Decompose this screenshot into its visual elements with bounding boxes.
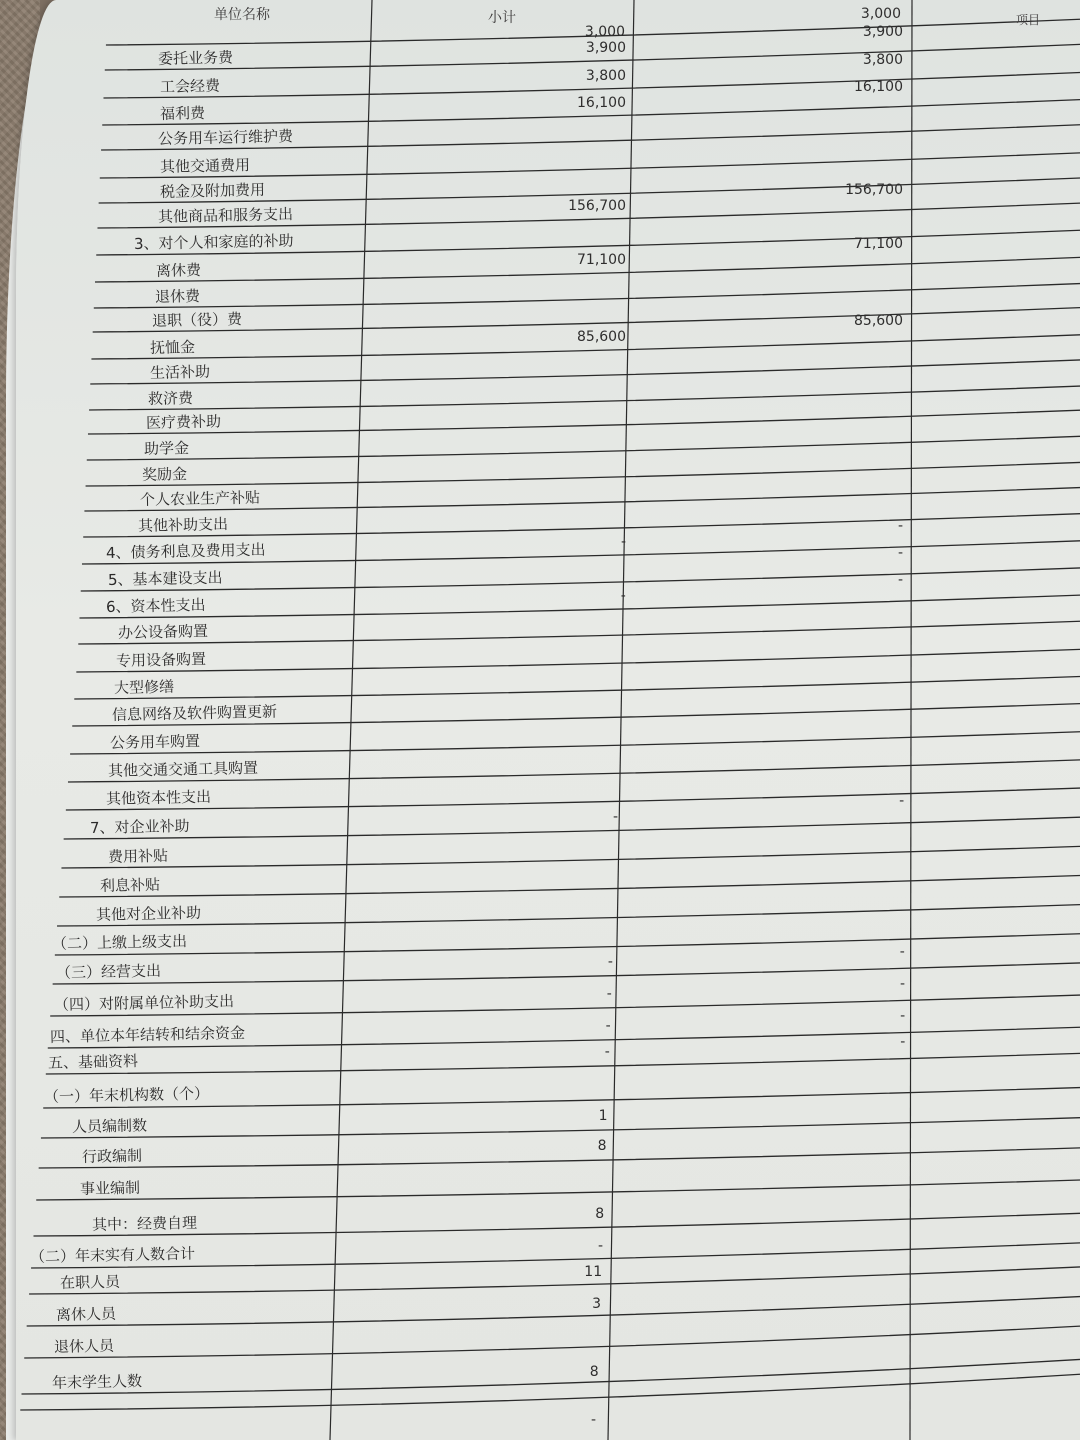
row-rule-line xyxy=(29,1267,1080,1294)
row-label: 其他交通费用 xyxy=(159,156,251,176)
table-row xyxy=(60,1264,602,1292)
row-label: 3、对个人和家庭的补助 xyxy=(133,231,294,253)
table-row xyxy=(114,678,174,697)
table-row xyxy=(155,287,201,306)
row-rule-line xyxy=(79,595,1080,618)
row-rule-line xyxy=(46,1053,1080,1074)
header-unit-name: 单位名称 xyxy=(214,7,270,23)
row-col2-value: - xyxy=(897,572,904,588)
row-rule-line xyxy=(21,1359,1080,1394)
row-label: （四）对附属单位补助支出 xyxy=(53,992,235,1014)
row-label: 抚恤金 xyxy=(149,338,196,357)
table-row xyxy=(118,622,208,642)
table-row xyxy=(52,1364,599,1392)
row-label: 退休费 xyxy=(154,287,201,306)
row-label: 个人农业生产补贴 xyxy=(139,488,261,509)
row-label: 退休人员 xyxy=(53,1336,115,1356)
row-label: 行政编制 xyxy=(81,1146,143,1166)
table-row xyxy=(150,363,210,382)
row-subtotal-value: 16,100 xyxy=(577,95,626,111)
table-row xyxy=(112,703,277,724)
table-row xyxy=(108,759,258,780)
row-rule-line xyxy=(59,875,1080,897)
row-subtotal-value: 1 xyxy=(598,1108,608,1124)
row-rule-line xyxy=(88,410,1080,434)
row-subtotal-value: - xyxy=(606,986,612,1002)
row-col2-value: 156,700 xyxy=(845,182,903,198)
table-row xyxy=(56,1296,601,1324)
table-row xyxy=(106,788,211,808)
row-rule-line xyxy=(76,649,1080,672)
row-label: （三）经营支出 xyxy=(55,961,162,982)
row-rule-line xyxy=(53,963,1080,984)
row-subtotal-value: - xyxy=(604,1044,610,1060)
table-row xyxy=(90,793,904,837)
row-label: 费用补贴 xyxy=(107,846,169,866)
table-row xyxy=(148,389,194,408)
row-col2-value: 85,600 xyxy=(854,313,903,329)
column-lines xyxy=(330,0,912,1440)
row-col2-value: 3,800 xyxy=(862,52,903,68)
row-rule-line xyxy=(41,1118,1080,1138)
top-subtotal-value: 3,000 xyxy=(584,24,625,40)
row-col2-value: 16,100 xyxy=(854,79,903,95)
row-label: 其他对企业补助 xyxy=(95,903,202,924)
row-label: 年末学生人数 xyxy=(51,1372,143,1392)
table-row xyxy=(92,1206,604,1234)
table-row xyxy=(44,1085,209,1106)
row-subtotal-value: - xyxy=(607,954,613,970)
row-subtotal-value: 8 xyxy=(597,1138,607,1154)
row-label: 救济费 xyxy=(147,389,194,408)
row-subtotal-value: - xyxy=(620,534,626,550)
row-label: 在职人员 xyxy=(59,1272,121,1292)
row-rule-line xyxy=(87,436,1080,460)
row-label: 信息网络及软件购置更新 xyxy=(111,702,278,724)
row-label: 工会经费 xyxy=(159,76,221,96)
table-row xyxy=(108,847,168,866)
row-label: 离休费 xyxy=(155,261,202,280)
row-label: 奖励金 xyxy=(141,465,188,484)
row-label: 生活补助 xyxy=(149,362,211,382)
column-divider xyxy=(910,0,912,1440)
row-rule-line xyxy=(83,514,1080,537)
row-subtotal-value: 8 xyxy=(589,1364,599,1380)
bottom-subtotal-value: - xyxy=(590,1412,596,1428)
table-row xyxy=(80,1179,140,1198)
row-rule-line xyxy=(89,386,1080,410)
row-rule-line xyxy=(36,1180,1080,1200)
table-row xyxy=(134,232,294,253)
row-label: 福利费 xyxy=(159,104,206,123)
table-row xyxy=(54,1337,115,1356)
row-label: 公务用车购置 xyxy=(109,732,201,752)
table-row xyxy=(150,313,903,357)
table-row xyxy=(142,465,187,484)
table-row xyxy=(158,127,294,148)
row-rule-line xyxy=(66,788,1080,810)
row-label: 5、基本建设支出 xyxy=(107,568,223,589)
row-label: 事业编制 xyxy=(79,1178,141,1198)
row-label: 退职（役）费 xyxy=(151,310,243,330)
table-row xyxy=(140,488,260,509)
table-row xyxy=(52,932,187,953)
row-subtotal-value: 3,800 xyxy=(585,68,626,84)
table-row xyxy=(146,412,221,432)
row-label: 四、单位本年结转和结余资金 xyxy=(49,1023,246,1046)
row-col2-value: - xyxy=(897,518,903,534)
table-row xyxy=(30,1238,603,1266)
row-subtotal-value: 3,900 xyxy=(585,40,626,56)
table-row xyxy=(160,156,250,176)
top-col2-value: 3,000 xyxy=(860,6,901,22)
row-label: 其中：经费自理 xyxy=(91,1213,198,1234)
table-row xyxy=(96,904,201,924)
row-subtotal-value: 3 xyxy=(592,1296,602,1312)
table-row xyxy=(144,439,189,458)
table-row xyxy=(160,181,265,201)
row-subtotal-value: 85,600 xyxy=(577,329,626,345)
row-label: 4、债务利息及费用支出 xyxy=(105,540,266,562)
row-col2-value: - xyxy=(899,793,905,809)
row-rule-line xyxy=(55,934,1080,955)
row-rule-line xyxy=(86,462,1080,486)
row-rule-line xyxy=(24,1326,1080,1358)
row-subtotal-value: - xyxy=(597,1238,604,1254)
row-label: 公务用车运行维护费 xyxy=(157,127,294,148)
table-row xyxy=(110,732,200,752)
row-col2-value: 3,900 xyxy=(862,24,903,40)
row-label: 7、对企业补助 xyxy=(89,816,190,837)
table-row xyxy=(54,976,905,1014)
row-label: 其他资本性支出 xyxy=(105,787,212,808)
table-row xyxy=(152,310,243,330)
row-subtotal-value: 156,700 xyxy=(568,198,626,214)
row-label: 专用设备购置 xyxy=(115,650,207,670)
row-label: 委托业务费 xyxy=(157,48,234,68)
row-rule-line xyxy=(78,621,1080,644)
table-row xyxy=(116,650,206,670)
row-label: 税金及附加费用 xyxy=(159,180,266,201)
row-rule-line xyxy=(39,1148,1080,1168)
row-rule-line xyxy=(74,676,1080,699)
table-row xyxy=(100,876,160,895)
row-label: 利息补贴 xyxy=(99,875,161,895)
row-col2-value: - xyxy=(899,944,905,960)
row-label: 五、基础资料 xyxy=(47,1052,139,1072)
row-subtotal-value: - xyxy=(620,588,626,604)
row-label: 人员编制数 xyxy=(71,1116,148,1136)
row-col2-value: - xyxy=(897,545,903,561)
row-col2-value: - xyxy=(900,1008,906,1024)
row-subtotal-value: 8 xyxy=(595,1206,605,1222)
row-subtotal-value: 11 xyxy=(584,1264,603,1280)
row-label: （二）上缴上级支出 xyxy=(51,932,188,953)
row-rule-line xyxy=(61,846,1080,868)
row-label: 6、资本性支出 xyxy=(105,595,206,616)
row-rule-line xyxy=(57,905,1080,926)
table-row xyxy=(138,515,228,535)
row-subtotal-value: 71,100 xyxy=(577,252,626,268)
row-label: 其他商品和服务支出 xyxy=(157,205,294,226)
row-label: （一）年末机构数（个） xyxy=(43,1084,210,1106)
row-label: 其他补助支出 xyxy=(137,515,229,535)
row-label: （二）年末实有人数合计 xyxy=(29,1244,196,1266)
row-label: 其他交通交通工具购置 xyxy=(107,758,259,780)
table-rows xyxy=(30,24,905,1392)
row-rule-line xyxy=(70,732,1080,754)
row-label: 助学金 xyxy=(143,439,190,458)
row-label: 离休人员 xyxy=(55,1304,117,1324)
row-subtotal-value: - xyxy=(605,1018,611,1034)
row-rule-line xyxy=(27,1297,1080,1326)
row-label: 办公设备购置 xyxy=(117,622,209,642)
header-project: 项目 xyxy=(1016,13,1041,27)
row-col2-value: - xyxy=(899,976,906,992)
row-rule-line xyxy=(64,817,1080,839)
row-col2-value: - xyxy=(900,1034,906,1050)
header-subtotal: 小计 xyxy=(488,10,516,26)
row-col2-value: 71,100 xyxy=(854,236,903,252)
row-label: 医疗费补助 xyxy=(145,412,222,432)
table-row xyxy=(50,1008,905,1046)
table-row xyxy=(160,52,903,96)
table-row xyxy=(106,572,903,616)
row-rule-line xyxy=(81,568,1080,591)
row-label: 大型修缮 xyxy=(113,677,175,697)
row-rule-line xyxy=(94,284,1080,308)
row-subtotal-value: - xyxy=(612,809,619,825)
row-rule-line xyxy=(90,360,1080,384)
column-divider xyxy=(330,0,372,1440)
